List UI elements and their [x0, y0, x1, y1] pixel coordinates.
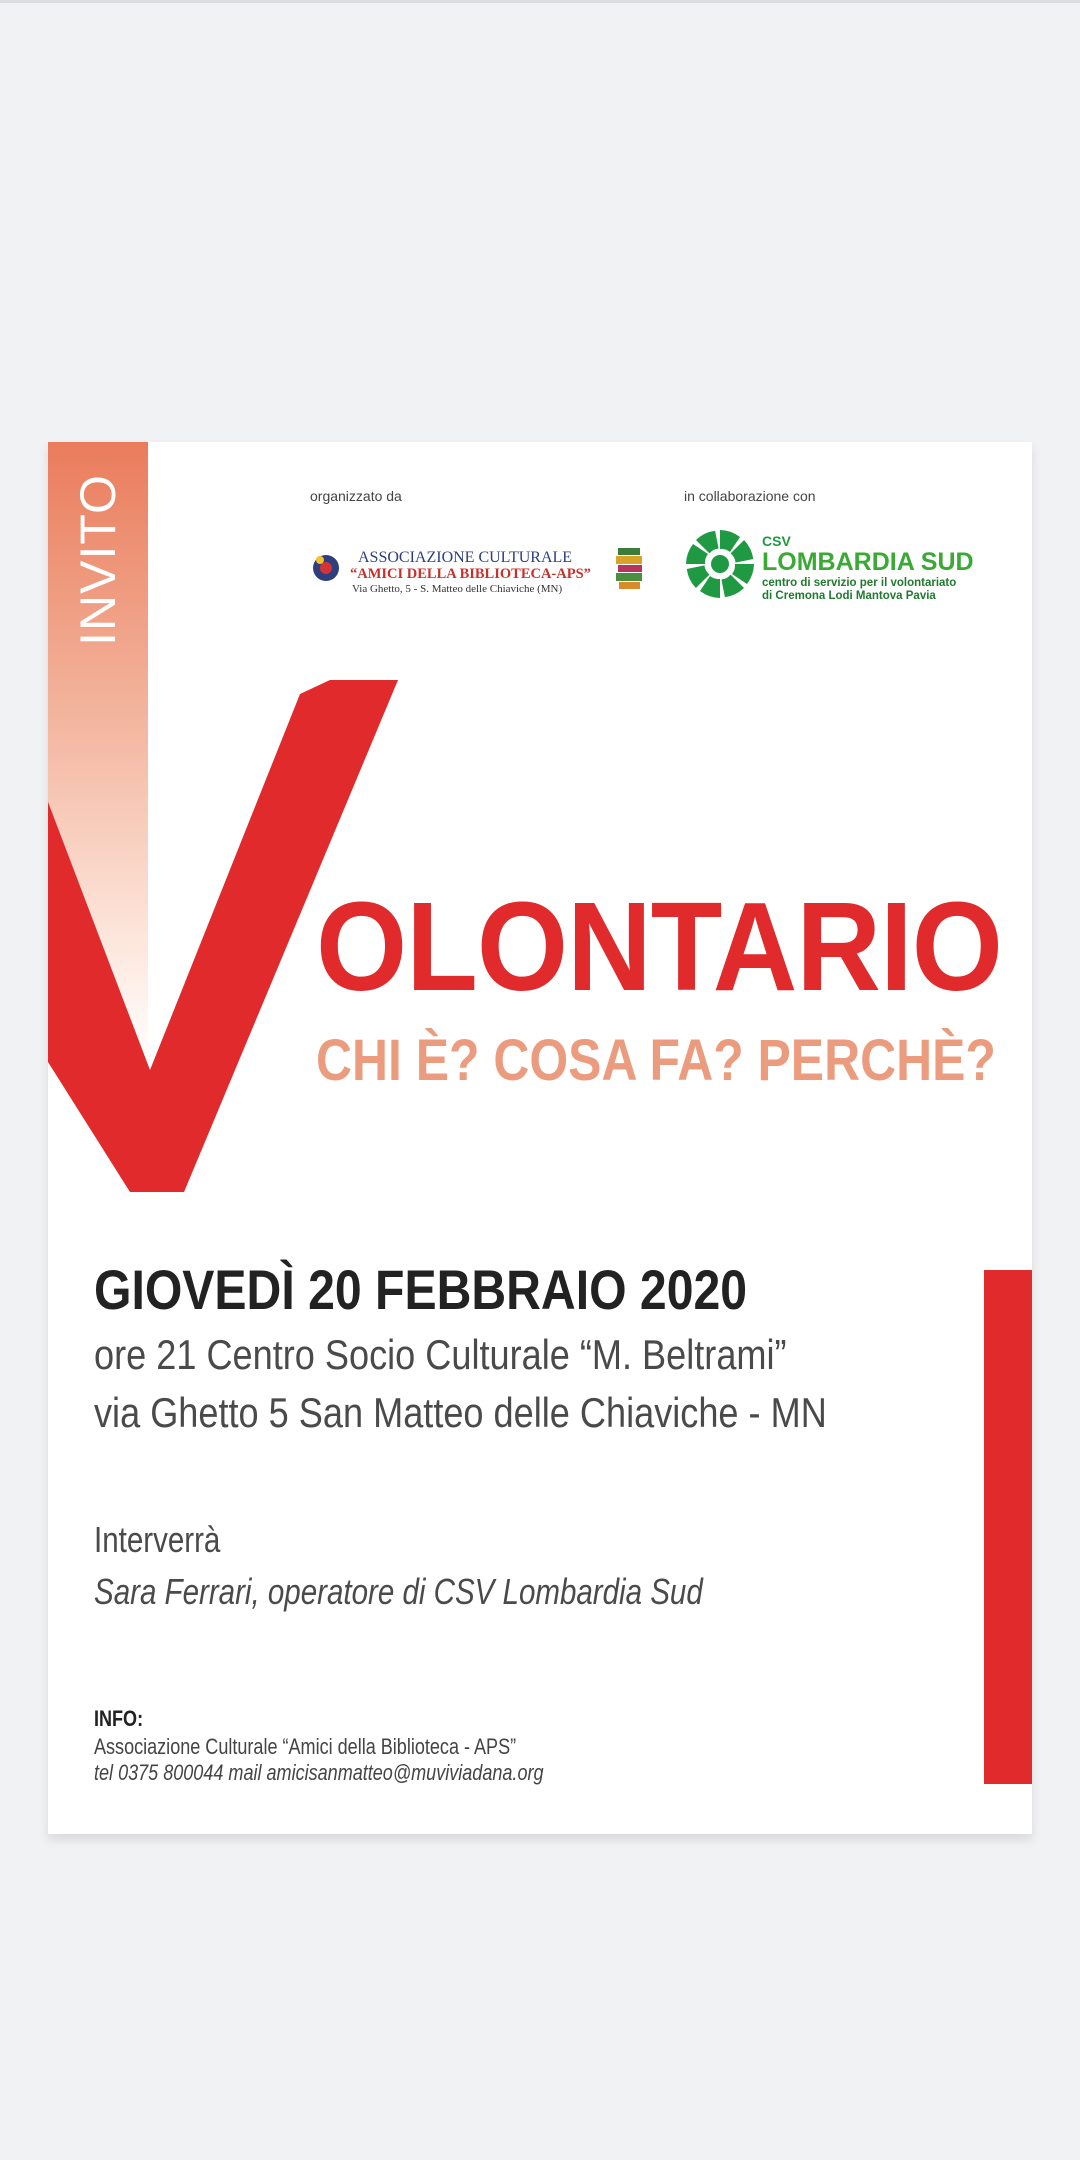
- svg-text:ASSOCIAZIONE CULTURALE: ASSOCIAZIONE CULTURALE: [358, 549, 573, 566]
- subtitle: CHI È? COSA FA? PERCHÈ?: [316, 1028, 996, 1093]
- info-label: INFO:: [94, 1706, 144, 1731]
- collaboration-label: in collaborazione con: [684, 488, 816, 504]
- csv-lombardia-sud-logo: [684, 526, 1004, 606]
- association-logo: [308, 534, 648, 600]
- speaker-name: Sara Ferrari, operatore di CSV Lombardia Sud: [94, 1571, 703, 1612]
- svg-text:CSV: CSV: [762, 533, 791, 549]
- info-line-2: tel 0375 800044 mail amicisanmatteo@muviviadana.org: [94, 1760, 544, 1785]
- svg-text:Via Ghetto, 5 - S. Matteo dell: Via Ghetto, 5 - S. Matteo delle Chiaviche (MN): [352, 583, 563, 595]
- invito-label: INVITO: [70, 474, 126, 646]
- event-date: GIOVEDÌ 20 FEBBRAIO 2020: [94, 1258, 748, 1321]
- status-divider: [0, 0, 1080, 3]
- info-line-1: Associazione Culturale “Amici della Biblioteca - APS”: [94, 1734, 517, 1759]
- organized-by-label: organizzato da: [310, 488, 402, 504]
- svg-text:LOMBARDIA SUD: LOMBARDIA SUD: [762, 548, 974, 576]
- svg-text:centro di servizio per il volo: centro di servizio per il volontariato: [762, 577, 957, 589]
- red-accent-bar: [984, 1270, 1032, 1784]
- title-volontario: OLONTARIO: [316, 876, 1002, 1017]
- event-poster-image: [48, 442, 1032, 1834]
- venue-line-2: via Ghetto 5 San Matteo delle Chiaviche - MN: [94, 1389, 827, 1436]
- venue-line-1: ore 21 Centro Socio Culturale “M. Beltrami”: [94, 1331, 787, 1378]
- speaker-label: Interverrà: [94, 1519, 221, 1560]
- svg-text:di Cremona Lodi Mantova Pavia: di Cremona Lodi Mantova Pavia: [762, 590, 936, 602]
- svg-text:“AMICI DELLA BIBLIOTECA-APS”: “AMICI DELLA BIBLIOTECA-APS”: [350, 566, 591, 582]
